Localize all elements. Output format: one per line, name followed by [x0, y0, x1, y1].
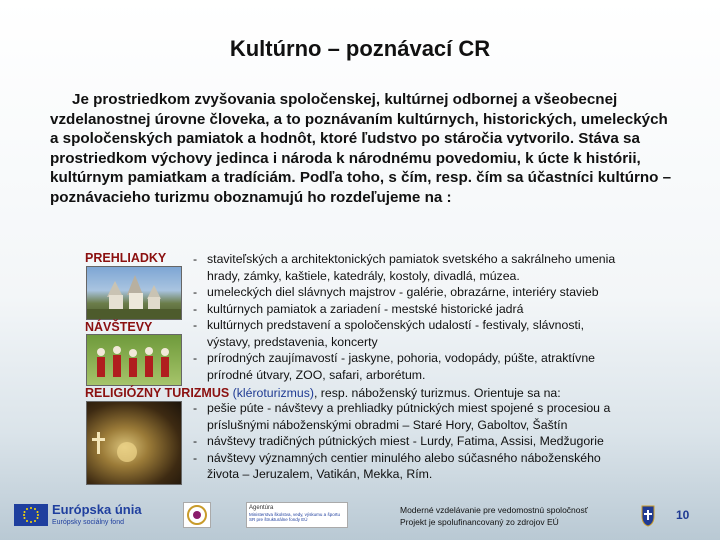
list-item	[193, 317, 683, 350]
eu-name: Európska únia	[52, 502, 142, 517]
list-item	[193, 400, 683, 433]
footer-line-1: Moderné vzdelávanie pre vedomostnú spoločnosť	[400, 505, 588, 515]
label-religiozny-turizmus: RELIGIÓZNY TURIZMUS	[85, 386, 230, 400]
list-item	[193, 301, 683, 318]
agency-logo-title: Agentúra	[249, 505, 274, 511]
list-item-text: kultúrnych pamiatok a zariadení - mestské historické jadrá	[207, 301, 524, 316]
list-dash: -	[193, 434, 198, 448]
list-item	[193, 433, 683, 450]
pilgrimage-cross-photo	[86, 401, 182, 485]
list-dash: -	[193, 301, 198, 316]
intro-paragraph	[50, 90, 675, 208]
list-item-text: kultúrnych predstavení a spoločenských udalostí - festivaly, slávnosti,	[207, 318, 585, 332]
relig-paren: (kléroturizmus)	[232, 386, 314, 400]
label-prehliadky: PREHLIADKY	[85, 251, 167, 265]
list-item-text: prírodných zaujímavostí - jaskyne, pohoria, vodopády, púšte, atraktívne	[207, 351, 596, 365]
list-item-text: umeleckých diel slávnych majstrov - galérie, obrazárne, interiéry stavieb	[207, 285, 599, 299]
list-dash: -	[193, 318, 198, 332]
list-prehliadky-navstevy	[193, 251, 683, 383]
list-item	[193, 350, 683, 383]
slide-title: Kultúrno – poznávací CR	[229, 36, 491, 61]
list-item-cont: hrady, zámky, kaštiele, katedrály, kostoly, divadlá, múzea.	[207, 268, 520, 283]
list-dash: -	[193, 351, 198, 365]
list-dash: -	[193, 252, 198, 266]
list-item-text: návštevy významných centier minulého alebo súčasného náboženského	[207, 450, 601, 465]
list-item-cont: výstavy, predstavenia, koncerty	[207, 334, 378, 349]
list-item	[193, 251, 683, 284]
page-number: 10	[676, 508, 690, 522]
list-item	[193, 450, 683, 483]
list-dash: -	[193, 285, 198, 299]
list-item-text: staviteľských a architektonických pamiatok svetského a sakrálneho umenia	[207, 252, 616, 266]
list-item-cont: života – Jeruzalem, Vatikán, Mekka, Rím.	[207, 467, 433, 481]
footer-line-2: Projekt je spolufinancovaný zo zdrojov EÚ	[400, 517, 559, 527]
label-navstevy: NÁVŠTEVY	[85, 320, 153, 334]
list-dash: -	[193, 401, 198, 415]
eu-flag-icon	[14, 504, 48, 526]
list-dash: -	[193, 450, 198, 465]
list-item	[193, 284, 683, 301]
list-religiozny	[193, 400, 683, 483]
footer-text	[400, 504, 588, 528]
intro-text: Je prostriedkom zvyšovania spoločenskej, kultúrnej odbornej a všeobecnej vzdelanostnej úrovne človeka, a to poznávaním kultúrnych, historických, umeleckých a spoločenských pamiatok a hodnôt, ktoré ľudstvo po stáročia vytvorilo. Stáva sa prostriedkom výchovy jedinca i národa k národnému povedomiu, k úcte k histórii, kultúrnym pamiatkam a tradíciám. Podľa toho, s čím, resp. čím sa účastníci kultúrno – poznávacieho turizmu oboznamujú ho rozdeľujeme na :	[50, 91, 672, 206]
coat-of-arms-icon	[640, 502, 656, 528]
list-item-text: návštevy tradičných pútnických miest - Lurdy, Fatima, Assisi, Medžugorie	[207, 434, 604, 448]
agency-logo-text: Ministerstva školstva, vedy, výskumu a športu SR pre štrukturálne fondy EÚ	[249, 512, 340, 522]
eu-subtitle: Európsky sociálny fond	[52, 519, 124, 526]
religious-tourism-line	[85, 386, 561, 400]
list-item-cont: príslušnými náboženskými obradmi – Staré Hory, Gaboltov, Šaštín	[207, 417, 568, 432]
school-crest-icon	[183, 502, 211, 528]
castle-photo	[86, 266, 182, 320]
folk-dancers-photo	[86, 334, 182, 386]
list-item-text: pešie púte - návštevy a prehliadky pútnických miest spojené s procesiou a	[207, 401, 611, 415]
list-item-cont: prírodné útvary, ZOO, safari, arborétum.	[207, 367, 426, 382]
relig-rest: , resp. náboženský turizmus. Orientuje sa na:	[313, 386, 561, 400]
